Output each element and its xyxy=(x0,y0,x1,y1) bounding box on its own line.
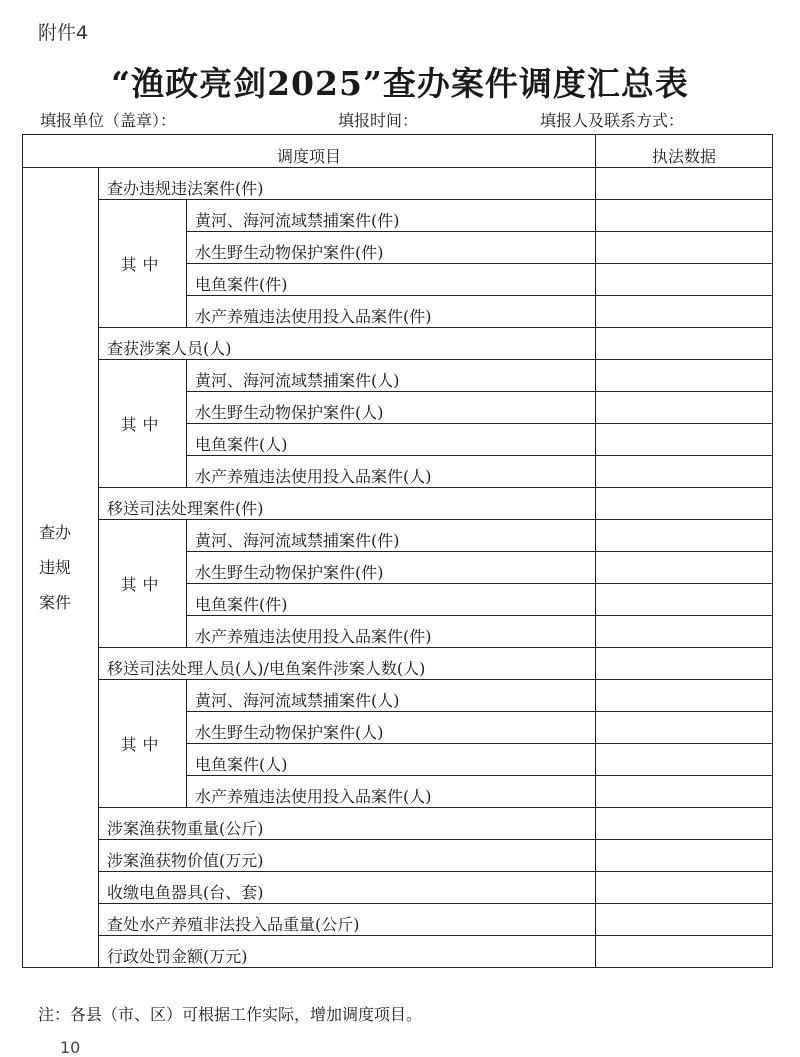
data-cell[interactable] xyxy=(596,904,773,936)
row-label: 电鱼案件(人) xyxy=(187,744,596,776)
row-label: 黄河、海河流域禁捕案件(人) xyxy=(187,680,596,712)
row-label: 水生野生动物保护案件(人) xyxy=(187,392,596,424)
sub-group-label: 其中 xyxy=(99,520,187,648)
fill-contact-label: 填报人及联系方式： xyxy=(540,111,685,130)
header-data: 执法数据 xyxy=(596,135,773,168)
row-label: 查处水产养殖非法投入品重量(公斤) xyxy=(99,904,596,936)
page-number: 10 xyxy=(60,1038,81,1057)
table-row xyxy=(23,328,773,360)
row-label: 电鱼案件(件) xyxy=(187,264,596,296)
row-label: 涉案渔获物重量(公斤) xyxy=(99,808,596,840)
data-cell[interactable] xyxy=(596,744,773,776)
table-row xyxy=(23,488,773,520)
page-title: “渔政亮剑2025”查办案件调度汇总表 xyxy=(111,64,689,103)
data-cell[interactable] xyxy=(596,360,773,392)
table-row xyxy=(23,840,773,872)
row-label: 黄河、海河流域禁捕案件(件) xyxy=(187,200,596,232)
row-label: 电鱼案件(人) xyxy=(187,424,596,456)
table-row xyxy=(23,680,773,712)
row-label: 行政处罚金额(万元) xyxy=(99,936,596,968)
sub-group-label: 其中 xyxy=(99,200,187,328)
table-row xyxy=(23,520,773,552)
row-label: 查获涉案人员(人) xyxy=(99,328,596,360)
data-cell[interactable] xyxy=(596,840,773,872)
header-item: 调度项目 xyxy=(23,135,596,168)
sub-group-label: 其中 xyxy=(99,360,187,488)
sub-group-label: 其中 xyxy=(99,680,187,808)
data-cell[interactable] xyxy=(596,616,773,648)
table-row xyxy=(23,808,773,840)
row-label: 黄河、海河流域禁捕案件(件) xyxy=(187,520,596,552)
row-label: 移送司法处理案件(件) xyxy=(99,488,596,520)
row-label: 水生野生动物保护案件(件) xyxy=(187,552,596,584)
data-cell[interactable] xyxy=(596,776,773,808)
data-cell[interactable] xyxy=(596,584,773,616)
data-cell[interactable] xyxy=(596,328,773,360)
table-row xyxy=(23,872,773,904)
footnote: 注：各县（市、区）可根据工作实际，增加调度项目。 xyxy=(38,1005,423,1024)
data-cell[interactable] xyxy=(596,264,773,296)
category-line: 查办 xyxy=(39,523,72,542)
data-cell[interactable] xyxy=(596,808,773,840)
data-cell[interactable] xyxy=(596,520,773,552)
data-cell[interactable] xyxy=(596,872,773,904)
attachment-label: 附件4 xyxy=(38,22,89,44)
category-cell xyxy=(23,168,99,968)
fill-time-label: 填报时间： xyxy=(338,111,419,130)
row-label: 涉案渔获物价值(万元) xyxy=(99,840,596,872)
category-line: 案件 xyxy=(39,593,72,612)
row-label: 电鱼案件(件) xyxy=(187,584,596,616)
data-cell[interactable] xyxy=(596,488,773,520)
row-label: 水生野生动物保护案件(件) xyxy=(187,232,596,264)
row-label: 水产养殖违法使用投入品案件(人) xyxy=(187,776,596,808)
table-row xyxy=(23,936,773,968)
data-cell[interactable] xyxy=(596,456,773,488)
table-row xyxy=(23,168,773,200)
table-row xyxy=(23,200,773,232)
data-cell[interactable] xyxy=(596,680,773,712)
data-cell[interactable] xyxy=(596,712,773,744)
data-cell[interactable] xyxy=(596,936,773,968)
data-cell[interactable] xyxy=(596,168,773,200)
row-label: 水生野生动物保护案件(人) xyxy=(187,712,596,744)
data-cell[interactable] xyxy=(596,200,773,232)
table-row xyxy=(23,648,773,680)
table-header-row xyxy=(23,135,773,168)
table-row xyxy=(23,904,773,936)
data-cell[interactable] xyxy=(596,296,773,328)
data-cell[interactable] xyxy=(596,424,773,456)
row-label: 黄河、海河流域禁捕案件(人) xyxy=(187,360,596,392)
row-label: 水产养殖违法使用投入品案件(件) xyxy=(187,616,596,648)
row-label: 移送司法处理人员(人)/电鱼案件涉案人数(人) xyxy=(99,648,596,680)
data-cell[interactable] xyxy=(596,232,773,264)
fill-unit-label: 填报单位（盖章）： xyxy=(40,111,177,130)
row-label: 查办违规违法案件(件) xyxy=(99,168,596,200)
table-row xyxy=(23,360,773,392)
row-label: 收缴电鱼器具(台、套) xyxy=(99,872,596,904)
data-cell[interactable] xyxy=(596,392,773,424)
row-label: 水产养殖违法使用投入品案件(件) xyxy=(187,296,596,328)
summary-table xyxy=(22,134,773,968)
row-label: 水产养殖违法使用投入品案件(人) xyxy=(187,456,596,488)
data-cell[interactable] xyxy=(596,552,773,584)
data-cell[interactable] xyxy=(596,648,773,680)
category-line: 违规 xyxy=(39,558,72,577)
